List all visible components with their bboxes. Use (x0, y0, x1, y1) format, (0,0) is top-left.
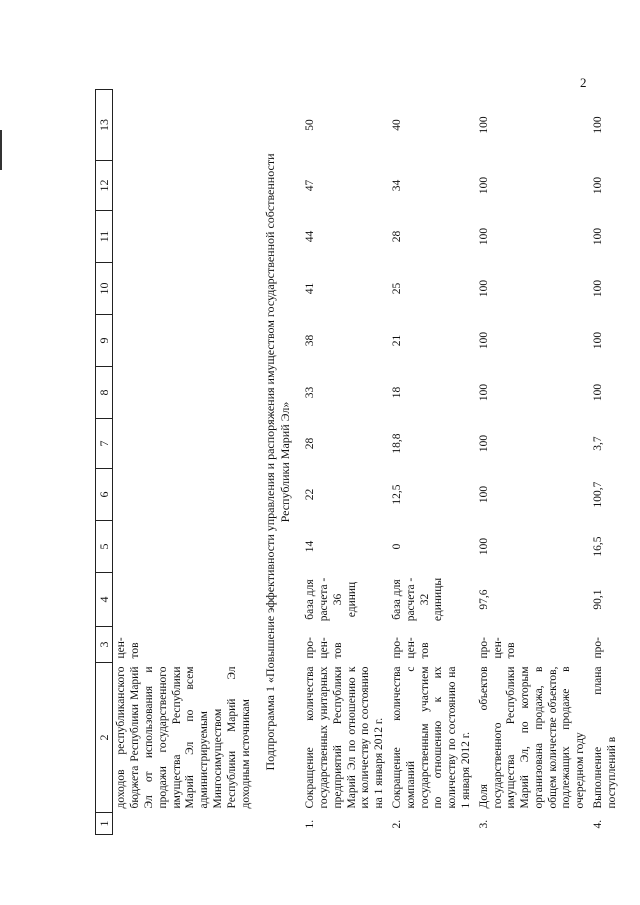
value-cell: 44 (304, 230, 317, 243)
table-row (389, 90, 476, 835)
rotated-table-container (95, 90, 618, 835)
indicator-name: Доля объектов государственного имущества Республики Марий Эл, по которым организована продажа, в общем количестве объектов, подлежащих продаже в очередном году (477, 666, 587, 809)
value-cell: 38 (304, 334, 317, 347)
table-row (302, 90, 389, 835)
subprogram-title: Подпрограмма 1 «Повышение эффективности управления и распоряжения имуществом государственной собственности Республики Марий Эл» (263, 153, 292, 771)
value-cell: 34 (390, 179, 403, 192)
value-cell: база для расчета - 32 единицы (390, 577, 445, 622)
value-cell: 28 (390, 230, 403, 243)
row-number: 1. (304, 819, 317, 829)
unit-cell: про- (592, 637, 605, 659)
value-cell: база для расчета - 36 единиц (304, 577, 358, 622)
value-cell: 25 (390, 282, 403, 295)
table-row (590, 90, 622, 835)
header-cell: 5 (96, 521, 113, 573)
row-number: 2. (390, 819, 403, 829)
value-cell: 100 (477, 485, 490, 504)
indicator-name: Выполнение плана поступлений в (592, 666, 618, 809)
value-cell: 90,1 (592, 589, 605, 610)
unit-cell: про-цен-тов (304, 637, 344, 659)
value-cell: 100 (592, 116, 605, 134)
header-cell: 3 (96, 627, 113, 663)
header-cell: 2 (96, 663, 113, 813)
value-cell: 40 (390, 119, 403, 131)
value-cell: 100 (592, 331, 605, 350)
value-cell: 47 (304, 179, 317, 192)
value-cell: 22 (304, 488, 317, 501)
indicator-name: Сокращение количества компаний с государственным участием по отношению к их количеству по состоянию на 1 января 2012 г. (390, 666, 472, 809)
value-cell: 100 (477, 434, 490, 453)
subprogram-row (255, 90, 302, 835)
value-cell: 0 (390, 543, 403, 550)
value-cell: 100 (477, 279, 490, 298)
value-cell: 41 (304, 282, 317, 295)
value-cell: 100 (477, 227, 490, 246)
header-cell: 9 (96, 315, 113, 367)
value-cell: 100 (592, 227, 605, 246)
page-number: 2 (580, 75, 587, 90)
header-cell: 1 (96, 813, 113, 835)
value-cell: 12,5 (390, 484, 403, 505)
header-cell: 8 (96, 367, 113, 419)
continuation-row (113, 90, 255, 835)
value-cell: 16,5 (592, 536, 605, 557)
value-cell: 100 (592, 176, 605, 195)
header-cell: 10 (96, 263, 113, 315)
header-row (96, 90, 113, 835)
value-cell: 97,6 (477, 589, 490, 610)
value-cell: 18,8 (390, 433, 403, 454)
indicators-table (95, 89, 622, 835)
indicator-name: Сокращение количества государственных унитарных предприятий Республики Марий Эл по отношению к их количеству по состоянию на 1 января 2012 г. (304, 666, 386, 809)
unit-cell: цен-тов (115, 637, 142, 659)
value-cell: 14 (304, 540, 317, 553)
unit-cell: про-цен-тов (390, 637, 431, 659)
table-row (476, 90, 590, 835)
value-cell: 100 (477, 176, 490, 195)
value-cell: 21 (390, 334, 403, 347)
value-cell: 100 (477, 331, 490, 350)
value-cell: 100 (477, 383, 490, 402)
unit-cell: про-цен-тов (477, 637, 518, 659)
row-number: 4. (592, 819, 605, 829)
value-cell: 100,7 (592, 481, 605, 508)
indicator-name: доходов республиканского бюджета Республики Марий Эл от использования и продажи государственного имущества Республики Марий Эл по всем администрируемым Мингосимуществом Республики Марий Эл доходным источникам (115, 666, 252, 809)
header-cell: 4 (96, 573, 113, 627)
value-cell: 100 (592, 383, 605, 402)
value-cell: 100 (592, 279, 605, 298)
value-cell: 100 (477, 537, 490, 556)
header-cell: 12 (96, 161, 113, 211)
header-cell: 6 (96, 469, 113, 521)
header-cell: 11 (96, 211, 113, 263)
value-cell: 18 (390, 386, 403, 399)
value-cell: 33 (304, 386, 317, 399)
row-number: 3. (477, 819, 490, 829)
value-cell: 28 (304, 437, 317, 450)
value-cell: 3,7 (592, 436, 605, 451)
value-cell: 100 (477, 116, 490, 134)
value-cell: 50 (304, 119, 317, 131)
scan-edge-mark (0, 130, 2, 170)
header-cell: 7 (96, 419, 113, 469)
header-cell: 13 (96, 90, 113, 161)
